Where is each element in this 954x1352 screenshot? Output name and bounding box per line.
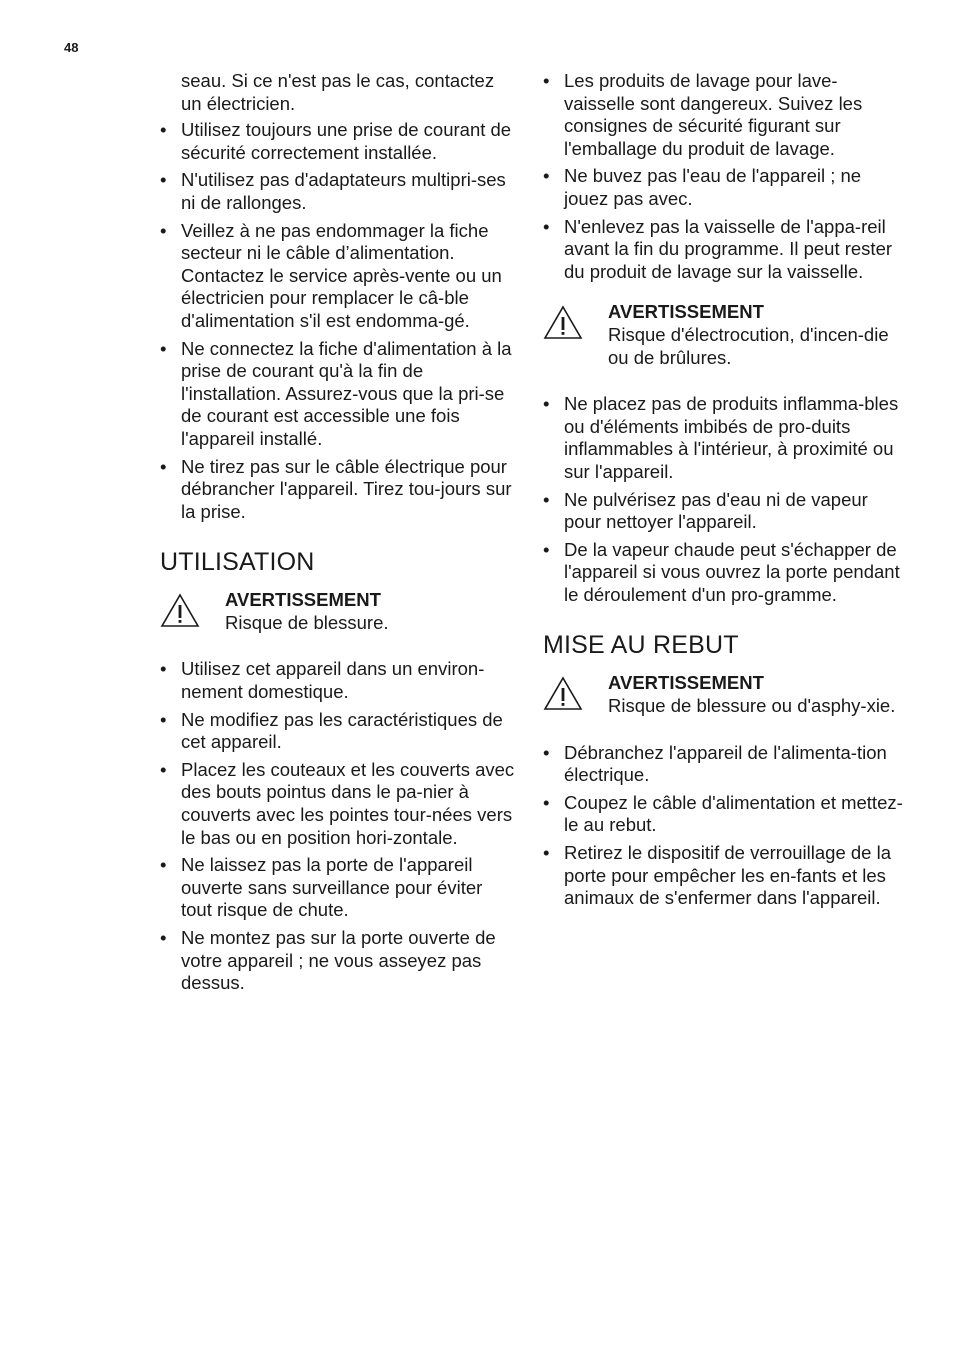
bullet-icon: • [160,169,167,191]
bullet-icon: • [160,455,167,477]
warning-triangle-icon [543,676,583,712]
bullet-icon: • [543,215,550,237]
warning-text: Risque d'électrocution, d'incen-die ou de brûlures. [608,323,889,368]
section-heading-utilisation: UTILISATION [160,548,315,577]
bullet-icon: • [543,842,550,864]
list-item: • Ne buvez pas l'eau de l'appareil ; ne jouez pas avec. [543,165,862,209]
right-bullet-list [543,70,903,283]
list-item: • Utilisez cet appareil dans un environ-nement domestique. [160,658,485,703]
bullet-icon: • [160,219,167,241]
bullet-icon: • [160,927,167,948]
list-item: • Ne modifiez pas les caractéristiques de cet appareil. [160,708,503,753]
list-item: • Ne tirez pas sur le câble électrique pour débrancher l'appareil. Tirez tou-jours sur la prise. [160,455,512,522]
list-item: • Coupez le câble d'alimentation et mettez-le au rebut. [543,791,903,836]
list-item: • Ne pulvérisez pas d'eau ni de vapeur pour nettoyer l'appareil. [543,488,868,533]
list-item: • Ne placez pas de produits inflamma-bles ou d'éléments imbibés de pro-duits inflammables à l'intérieur, à proximité ou sur l'appareil. [543,393,899,482]
warning-block [160,589,515,634]
list-item: • N'enlevez pas la vaisselle de l'appa-reil avant la fin du programme. Il peut rester du produit de lavage sur la vaisselle. [543,215,893,282]
fire-bullet-list [543,393,903,606]
warning-block [543,672,903,717]
bullet-icon: • [543,70,550,91]
list-item: • Placez les couteaux et les couverts avec des bouts pointus dans le pa-nier à couverts avec les pointes tour-nées vers le bas ou en position hori-zontale. [160,758,515,848]
page-number: 48 [64,40,79,55]
bullet-icon: • [160,854,167,876]
list-item: • Ne connectez la fiche d'alimentation à la prise de courant qu'à la fin de l'installation. Assurez-vous que la pri-se de courant est accessible une fois l'appareil installé. [160,337,512,449]
bullet-icon: • [543,538,550,560]
list-item: • Retirez le dispositif de verrouillage de la porte pour empêcher les en-fants et les animaux de s'enfermer dans l'appareil. [543,842,892,909]
left-column [160,70,515,1000]
list-item: • De la vapeur chaude peut s'échapper de l'appareil si vous ouvrez la porte pendant le déroulement d'un pro-gramme. [543,538,900,605]
bullet-icon: • [543,791,550,813]
bullet-icon: • [160,658,167,680]
list-item: • Utilisez toujours une prise de courant de sécurité correctement installée. [160,119,512,163]
disposal-bullet-list [543,742,903,910]
warning-title: AVERTISSEMENT [225,589,381,611]
left-bullet-list [160,119,515,523]
bullet-icon: • [543,165,550,187]
warning-triangle-icon [160,593,200,629]
section-heading-mise-au-rebut: MISE AU REBUT [543,631,739,660]
list-item: • Les produits de lavage pour lave-vaisselle sont dangereux. Suivez les consignes de sécurité figurant sur l'emballage du produit de lavage. [543,70,863,159]
list-item: • N'utilisez pas d'adaptateurs multipri-ses ni de rallonges. [160,169,506,213]
bullet-icon: • [543,393,550,415]
warning-title: AVERTISSEMENT [608,672,764,694]
bullet-icon: • [160,337,167,359]
bullet-icon: • [160,708,167,730]
continuation-text: seau. Si ce n'est pas le cas, contactez un électricien. [181,70,495,114]
warning-triangle-icon [543,305,583,341]
bullet-icon: • [543,488,550,510]
list-item: • Ne montez pas sur la porte ouverte de votre appareil ; ne vous asseyez pas dessus. [160,927,496,994]
bullet-icon: • [160,119,167,141]
warning-text: Risque de blessure ou d'asphy-xie. [608,695,896,717]
utilisation-bullet-list [160,658,515,994]
list-item: • Veillez à ne pas endommager la fiche secteur ni le câble d’alimentation. Contactez le service après-vente ou un électricien pour remplacer le câ-ble d'alimentation s'il est endomma-gé. [160,219,502,331]
warning-block [543,301,903,369]
warning-text: Risque de blessure. [225,611,389,633]
warning-title: AVERTISSEMENT [608,301,764,323]
bullet-icon: • [543,741,550,763]
list-item: • Ne laissez pas la porte de l'appareil ouverte sans surveillance pour éviter tout risque de chute. [160,854,483,921]
list-item: • Débranchez l'appareil de l'alimenta-tion électrique. [543,741,887,786]
bullet-icon: • [160,758,167,780]
right-column [543,70,903,915]
